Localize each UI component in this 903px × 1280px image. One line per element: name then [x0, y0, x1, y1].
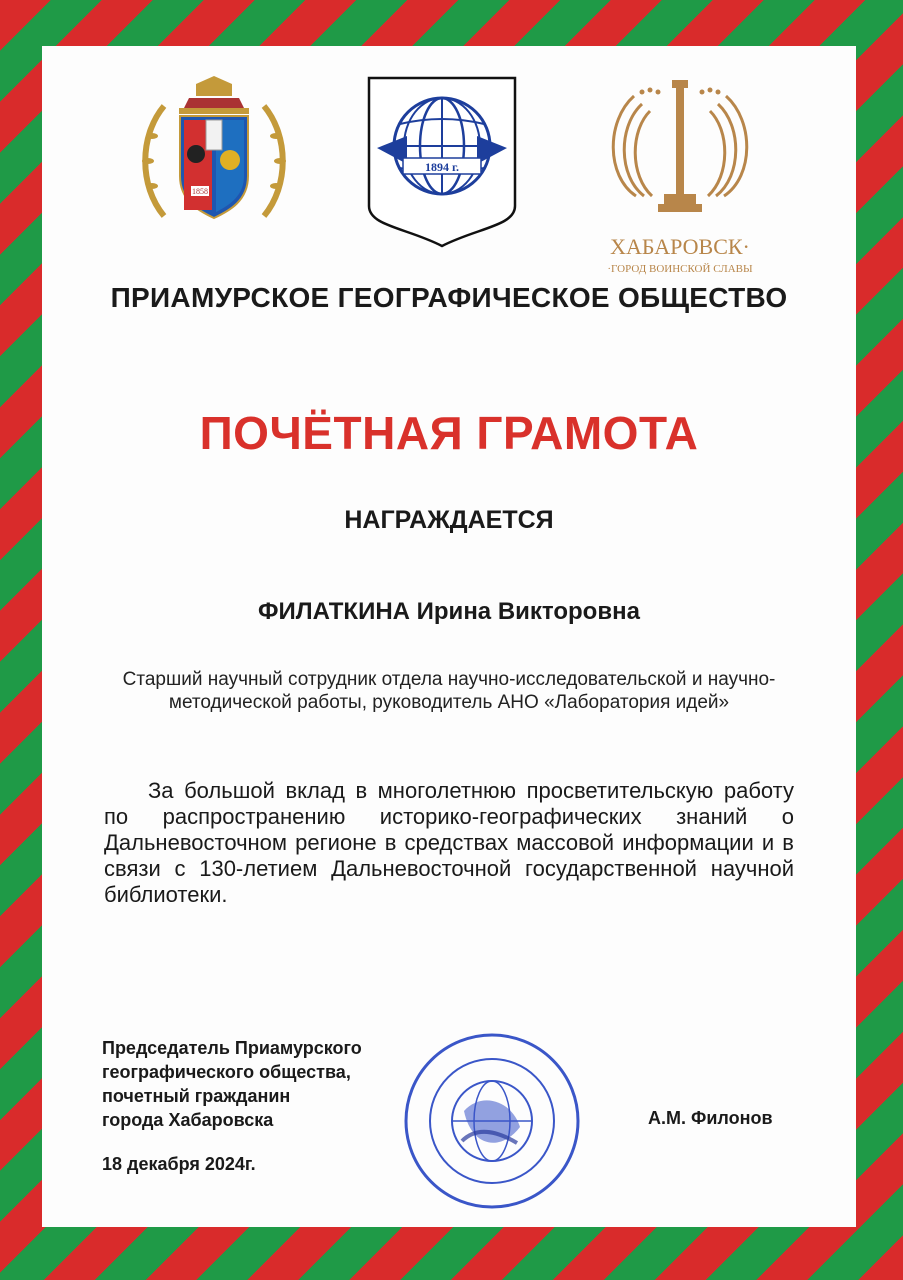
recipient-name: ФИЛАТКИНА Ирина Викторовна [258, 598, 640, 625]
certificate-paper [42, 46, 856, 1227]
society-globe-emblem-icon [367, 76, 517, 251]
award-reason: За большой вклад в многолетнюю просветительскую работу по распространению историко-географических знаний о Дальневосточном регионе в средствах массовой информации и в связи с 130-летием Дальневосточной государственной научной библиотеки. [104, 778, 794, 907]
signer-name: А.М. Филонов [648, 1108, 773, 1128]
recipient-position: Старший научный сотрудник отдела научно-исследовательской и научно-методической работы, руководитель АНО «Лаборатория идей» [122, 669, 776, 713]
emblem-city: ХАБАРОВСК· [610, 234, 750, 259]
signer-line: города Хабаровска [102, 1110, 274, 1130]
document-date: 18 декабря 2024г. [102, 1154, 256, 1174]
emblems-row [42, 76, 856, 306]
emblem-year: 1894 г. [424, 160, 460, 174]
organization-title: ПРИАМУРСКОЕ ГЕОГРАФИЧЕСКОЕ ОБЩЕСТВО [110, 282, 788, 313]
signer-title [102, 1036, 422, 1132]
regional-coat-of-arms-icon [134, 76, 294, 226]
signer-line: почетный гражданин [102, 1086, 291, 1106]
coat-year: 1858 [192, 187, 208, 196]
certificate-title: ПОЧЁТНАЯ ГРАМОТА [199, 407, 699, 459]
khabarovsk-city-of-military-glory-icon [590, 76, 770, 276]
awarded-label: НАГРАЖДАЕТСЯ [344, 506, 554, 534]
signer-line: Председатель Приамурского [102, 1038, 362, 1058]
organization-seal-icon [402, 1031, 582, 1211]
emblem-subtitle: ·ГОРОД ВОИНСКОЙ СЛАВЫ [607, 263, 753, 275]
signer-line: географического общества, [102, 1062, 351, 1082]
